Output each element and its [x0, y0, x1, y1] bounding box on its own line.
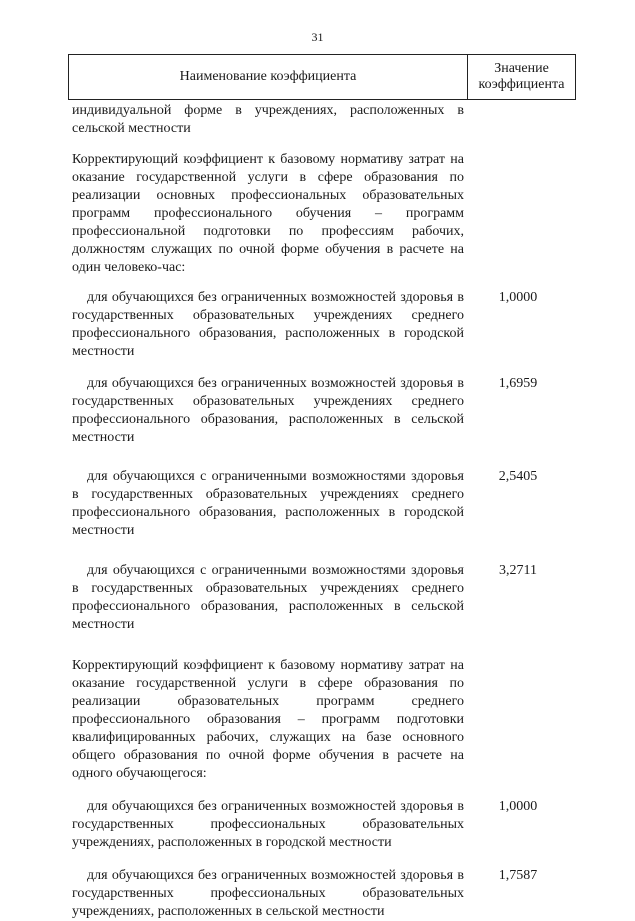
row-value: [464, 102, 572, 138]
row-value: 3,2711: [499, 563, 537, 578]
table-row: [72, 102, 572, 138]
row-description: Корректирующий коэффициент к базовому нормативу затрат на оказание государственной услуги в сфере образования по реализации образовательных программ среднего профессионального образования – программ подготовки квалифицированных рабочих, служащих на базе основного общего образования по очной форме обучения в расчете на одного обучающегося:: [72, 658, 464, 781]
table-row: [72, 657, 572, 783]
table-row: [72, 468, 572, 540]
row-value: 1,0000: [498, 290, 538, 305]
row-value: 1,7587: [498, 868, 538, 883]
table-row: [72, 562, 572, 634]
row-description: Корректирующий коэффициент к базовому нормативу затрат на оказание государственной услуги в сфере образования по реализации основных профессиональных образовательных программ профессионального обучения – программ профессиональной подготовки по профессиям рабочих, должностям служащих по очной форме обучения в расчете на один человеко-час:: [72, 152, 464, 275]
table-row: [72, 289, 572, 361]
row-value: 1,6959: [498, 376, 538, 391]
table-row: [72, 151, 572, 277]
page-number: 31: [311, 30, 324, 44]
row-description: для обучающихся без ограниченных возможностей здоровья в государственных профессиональных образовательных учреждениях, расположенных в городской местности: [72, 799, 464, 850]
row-description: для обучающихся без ограниченных возможностей здоровья в государственных профессиональных образовательных учреждениях, расположенных в сельской местности: [72, 868, 464, 919]
row-description: для обучающихся с ограниченными возможностями здоровья в государственных образовательных учреждениях среднего профессионального образования, расположенных в сельской местности: [72, 563, 464, 632]
row-description: для обучающихся без ограниченных возможностей здоровья в государственных образовательных учреждениях среднего профессионального образования, расположенных в сельской местности: [72, 376, 464, 445]
coefficient-name-header: Наименование коэффициента: [69, 55, 468, 99]
row-value: [464, 657, 572, 783]
row-value: [464, 151, 572, 277]
row-value: 2,5405: [498, 469, 538, 484]
row-value: 1,0000: [498, 799, 538, 814]
table-row: [72, 798, 572, 852]
table-header: [68, 54, 576, 100]
table-row: [72, 867, 572, 921]
row-description: для обучающихся без ограниченных возможностей здоровья в государственных образовательных учреждениях среднего профессионального образования, расположенных в городской местности: [72, 290, 464, 359]
coefficient-value-header: [468, 55, 575, 99]
value-header-line2: коэффициента: [478, 77, 565, 92]
value-header-line1: Значение: [494, 61, 549, 76]
row-description: индивидуальной форме в учреждениях, расположенных в сельской местности: [72, 103, 464, 136]
table-body: [72, 102, 572, 921]
table-row: [72, 375, 572, 447]
row-description: для обучающихся с ограниченными возможностями здоровья в государственных образовательных учреждениях среднего профессионального образования, расположенных в городской местности: [72, 469, 464, 538]
